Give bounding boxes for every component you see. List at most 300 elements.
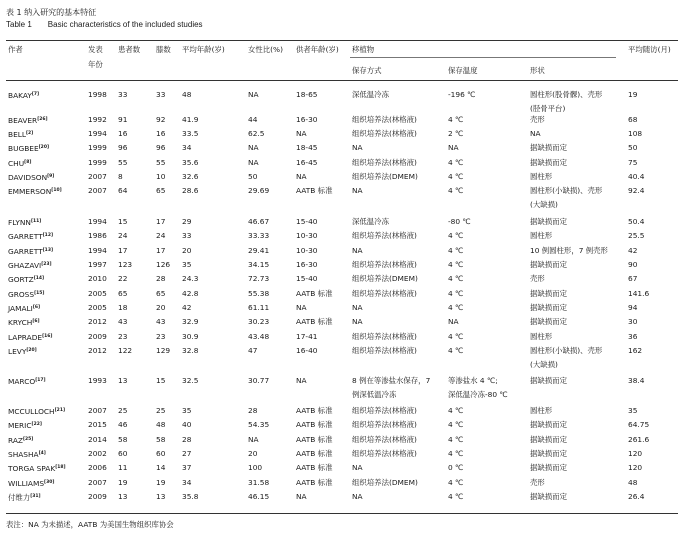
cell-mean-age: 42.8	[182, 289, 199, 298]
cell-mean-age: 42	[182, 303, 192, 312]
cell-author	[8, 303, 40, 314]
cell-followup: 94	[628, 303, 638, 312]
cell-temperature: 4 ℃	[448, 260, 464, 269]
cell-year: 1994	[88, 246, 107, 255]
cell-patients: 15	[118, 217, 128, 226]
header-year-line1: 发表	[88, 45, 103, 54]
cell-female-ratio: NA	[248, 435, 259, 444]
cell-year: 2007	[88, 406, 107, 415]
cell-shape: 据缺损而定	[530, 463, 567, 472]
cell-patients: 43	[118, 317, 128, 326]
cell-temperature: 4 ℃	[448, 478, 464, 487]
cell-year: 2009	[88, 332, 107, 341]
cell-donor-age: NA	[296, 172, 307, 181]
cell-female-ratio: 28	[248, 406, 258, 415]
reference-number: [12]	[42, 233, 54, 238]
cell-shape: 圆柱形(股骨髁)、壳形	[530, 90, 603, 99]
cell-donor-age: AATB 标准	[296, 449, 333, 458]
cell-preservation: NA	[352, 303, 363, 312]
cell-followup: 108	[628, 129, 643, 138]
cell-author	[8, 274, 44, 285]
cell-female-ratio: 54.35	[248, 420, 270, 429]
cell-author	[8, 217, 41, 228]
reference-number: [26]	[37, 117, 48, 122]
cell-year: 1993	[88, 376, 107, 385]
cell-mean-age: 28	[182, 435, 192, 444]
cell-followup: 48	[628, 478, 638, 487]
cell-knees: 129	[156, 346, 171, 355]
cell-temperature: NA	[448, 143, 459, 152]
cell-knees: 28	[156, 274, 166, 283]
cell-knees: 10	[156, 172, 166, 181]
cell-temperature: 0 ℃	[448, 463, 464, 472]
author-name: GROSS	[8, 290, 35, 299]
cell-donor-age: AATB 标准	[296, 435, 333, 444]
top-rule	[6, 40, 678, 41]
cell-followup: 75	[628, 158, 638, 167]
cell-year: 1999	[88, 143, 107, 152]
cell-shape: 圆柱形(小缺损)、壳形	[530, 346, 603, 355]
reference-number: [21]	[54, 408, 66, 413]
cell-year: 2015	[88, 420, 107, 429]
cell-preservation: NA	[352, 463, 363, 472]
cell-followup: 36	[628, 332, 638, 341]
cell-patients: 13	[118, 376, 128, 385]
cell-shape: 据缺损而定	[530, 260, 567, 269]
header-author: 作者	[8, 45, 23, 54]
author-name: JAMALI	[8, 304, 33, 313]
cell-donor-age: AATB 标准	[296, 186, 333, 195]
cell-temperature: 等渗盐水 4 ℃;	[448, 376, 498, 385]
cell-author	[8, 115, 48, 126]
header-donor-age: 供者年龄(岁)	[296, 45, 339, 54]
cell-year: 1994	[88, 129, 107, 138]
cell-patients: 64	[118, 186, 128, 195]
reference-number: [7]	[31, 92, 40, 97]
header-patients: 患者数	[118, 45, 141, 54]
cell-donor-age: 16-45	[296, 158, 318, 167]
author-name: GARRETT	[8, 232, 43, 241]
cell-patients: 25	[118, 406, 128, 415]
cell-year: 2005	[88, 289, 107, 298]
cell-shape: 壳形	[530, 274, 545, 283]
cell-donor-age: 18-65	[296, 90, 318, 99]
cell-shape: 据缺损而定	[530, 449, 567, 458]
cell-patients: 23	[118, 332, 128, 341]
cell-female-ratio: 46.15	[248, 492, 270, 501]
cell-patients: 65	[118, 289, 128, 298]
cell-followup: 64.75	[628, 420, 650, 429]
cell-female-ratio: 55.38	[248, 289, 270, 298]
cell-preservation: 组织培养法(DMEM)	[352, 172, 418, 181]
header-year-line2: 年份	[88, 60, 103, 69]
cell-donor-age: 10-30	[296, 246, 318, 255]
author-name: BELL	[8, 130, 26, 139]
cell-shape: 据缺损而定	[530, 492, 567, 501]
cell-donor-age: AATB 标准	[296, 289, 333, 298]
cell-shape: 壳形	[530, 115, 545, 124]
cell-followup: 35	[628, 406, 638, 415]
cell-patients: 55	[118, 158, 128, 167]
reference-number: [31]	[30, 494, 41, 499]
reference-number: [13]	[42, 248, 54, 253]
cell-preservation: 深低温冷冻	[352, 217, 389, 226]
cell-followup: 25.5	[628, 231, 645, 240]
cell-followup: 19	[628, 90, 638, 99]
bottom-rule	[6, 513, 678, 514]
cell-female-ratio: 31.58	[248, 478, 270, 487]
cell-mean-age: 27	[182, 449, 192, 458]
cell-donor-age: NA	[296, 129, 307, 138]
cell-author	[8, 449, 46, 460]
cell-author	[8, 492, 41, 503]
cell-knees: 14	[156, 463, 166, 472]
author-name: RAZ	[8, 436, 23, 445]
cell-knees: 92	[156, 115, 166, 124]
author-name: BAKAY	[8, 91, 32, 100]
cell-female-ratio: 44	[248, 115, 258, 124]
header-female-ratio: 女性比(%)	[248, 45, 283, 54]
cell-mean-age: 28.6	[182, 186, 199, 195]
author-name: CHU	[8, 159, 25, 168]
cell-year: 1999	[88, 158, 107, 167]
cell-mean-age: 34	[182, 478, 192, 487]
cell-mean-age: 34	[182, 143, 192, 152]
cell-author	[8, 90, 39, 101]
cell-shape: 据缺损而定	[530, 435, 567, 444]
cell-mean-age: 33	[182, 231, 192, 240]
cell-followup: 162	[628, 346, 643, 355]
cell-mean-age: 35.6	[182, 158, 199, 167]
cell-knees: 23	[156, 332, 166, 341]
cell-preservation: 组织培养法(林格液)	[352, 449, 417, 458]
cell-knees: 43	[156, 317, 166, 326]
cell-donor-age: 18-45	[296, 143, 318, 152]
cell-shape: 圆柱形	[530, 172, 553, 181]
cell-temperature: 4 ℃	[448, 231, 464, 240]
cell-preservation: 组织培养法(林格液)	[352, 435, 417, 444]
table-caption-en	[6, 20, 203, 29]
reference-number: [6]	[32, 305, 41, 310]
author-name: WILLIAMS	[8, 479, 45, 488]
cell-knees: 16	[156, 129, 166, 138]
cell-temperature: -196 ℃	[448, 90, 476, 99]
cell-mean-age: 32.5	[182, 376, 199, 385]
cell-shape: 10 例圆柱形，7 例壳形	[530, 246, 608, 255]
cell-knees: 24	[156, 231, 166, 240]
cell-shape: 圆柱形	[530, 406, 553, 415]
reference-number: [23]	[41, 262, 52, 267]
cell-knees: 13	[156, 492, 166, 501]
cell-donor-age: 10-30	[296, 231, 318, 240]
cell-female-ratio: 29.41	[248, 246, 270, 255]
cell-shape: (胫骨平台)	[530, 104, 566, 113]
reference-number: [20]	[26, 348, 37, 353]
cell-patients: 46	[118, 420, 128, 429]
cell-knees: 60	[156, 449, 166, 458]
cell-shape: NA	[530, 129, 541, 138]
cell-temperature: NA	[448, 317, 459, 326]
cell-female-ratio: 100	[248, 463, 263, 472]
cell-preservation: NA	[352, 317, 363, 326]
cell-female-ratio: 20	[248, 449, 258, 458]
cell-female-ratio: 29.69	[248, 186, 270, 195]
cell-preservation: 组织培养法(林格液)	[352, 332, 417, 341]
cell-followup: 38.4	[628, 376, 645, 385]
cell-year: 1998	[88, 90, 107, 99]
table-title: Basic characteristics of the included studies	[47, 20, 203, 29]
cell-followup: 68	[628, 115, 638, 124]
cell-temperature: 4 ℃	[448, 303, 464, 312]
cell-female-ratio: 30.77	[248, 376, 270, 385]
cell-shape: 据缺损而定	[530, 289, 567, 298]
cell-followup: 120	[628, 449, 643, 458]
cell-year: 1994	[88, 217, 107, 226]
cell-donor-age: 17-41	[296, 332, 318, 341]
cell-donor-age: AATB 标准	[296, 406, 333, 415]
cell-donor-age: 16-30	[296, 260, 318, 269]
cell-donor-age: NA	[296, 492, 307, 501]
cell-author	[8, 172, 54, 183]
author-name: MARCO	[8, 377, 36, 386]
cell-shape: (大缺损)	[530, 360, 558, 369]
cell-mean-age: 32.8	[182, 346, 199, 355]
cell-shape: 圆柱形	[530, 231, 553, 240]
cell-knees: 33	[156, 90, 166, 99]
cell-mean-age: 41.9	[182, 115, 199, 124]
cell-preservation: 组织培养法(林格液)	[352, 406, 417, 415]
cell-patients: 60	[118, 449, 128, 458]
author-name: MERIC	[8, 421, 32, 430]
graft-subheader-rule	[350, 57, 616, 58]
cell-followup: 50.4	[628, 217, 645, 226]
table-label: Table 1	[6, 20, 32, 29]
cell-knees: 65	[156, 186, 166, 195]
cell-author	[8, 246, 53, 257]
cell-preservation: 组织培养法(林格液)	[352, 260, 417, 269]
cell-patients: 123	[118, 260, 133, 269]
author-name: FLYNN	[8, 218, 31, 227]
cell-temperature: 4 ℃	[448, 492, 464, 501]
cell-author	[8, 435, 33, 446]
cell-mean-age: 32.6	[182, 172, 199, 181]
cell-knees: 96	[156, 143, 166, 152]
cell-year: 2005	[88, 303, 107, 312]
reference-number: [30]	[44, 480, 55, 485]
cell-donor-age: 15-40	[296, 217, 318, 226]
cell-author	[8, 463, 66, 474]
cell-female-ratio: 30.23	[248, 317, 270, 326]
cell-patients: 122	[118, 346, 133, 355]
header-preservation: 保存方式	[352, 66, 382, 75]
author-name: KRYCH	[8, 318, 33, 327]
cell-followup: 261.6	[628, 435, 650, 444]
author-name: LAPRADE	[8, 333, 43, 342]
cell-knees: 65	[156, 289, 166, 298]
cell-temperature: 4 ℃	[448, 420, 464, 429]
cell-temperature: 4 ℃	[448, 158, 464, 167]
cell-knees: 17	[156, 217, 166, 226]
cell-mean-age: 37	[182, 463, 192, 472]
cell-female-ratio: 50	[248, 172, 258, 181]
cell-author	[8, 376, 46, 387]
cell-preservation: NA	[352, 246, 363, 255]
cell-followup: 26.4	[628, 492, 645, 501]
cell-followup: 90	[628, 260, 638, 269]
cell-patients: 22	[118, 274, 128, 283]
cell-patients: 11	[118, 463, 128, 472]
cell-mean-age: 29	[182, 217, 192, 226]
cell-mean-age: 30.9	[182, 332, 199, 341]
cell-temperature: 4 ℃	[448, 289, 464, 298]
cell-preservation: 例深低温冷冻	[352, 390, 397, 399]
reference-number: [11]	[30, 219, 42, 224]
cell-author	[8, 158, 31, 169]
cell-female-ratio: 61.11	[248, 303, 270, 312]
cell-knees: 126	[156, 260, 171, 269]
reference-number: [16]	[42, 334, 53, 339]
author-name: TORGA SPAK	[8, 464, 56, 473]
cell-preservation: 组织培养法(DMEM)	[352, 274, 418, 283]
cell-shape: 壳形	[530, 478, 545, 487]
cell-followup: 141.6	[628, 289, 650, 298]
cell-preservation: 组织培养法(林格液)	[352, 115, 417, 124]
cell-author	[8, 332, 52, 343]
cell-preservation: 组织培养法(DMEM)	[352, 478, 418, 487]
cell-followup: 120	[628, 463, 643, 472]
cell-temperature: 4 ℃	[448, 406, 464, 415]
cell-temperature: 4 ℃	[448, 186, 464, 195]
header-followup: 平均随访(月)	[628, 45, 671, 54]
cell-female-ratio: 47	[248, 346, 258, 355]
cell-mean-age: 35	[182, 406, 192, 415]
cell-temperature: -80 ℃	[448, 217, 471, 226]
cell-followup: 50	[628, 143, 638, 152]
cell-preservation: NA	[352, 143, 363, 152]
cell-female-ratio: 62.5	[248, 129, 265, 138]
author-name: GORTZ	[8, 275, 34, 284]
cell-shape: 据缺损而定	[530, 420, 567, 429]
cell-temperature: 4 ℃	[448, 332, 464, 341]
cell-knees: 20	[156, 303, 166, 312]
cell-author	[8, 406, 65, 417]
cell-temperature: 深低温冷冻-80 ℃	[448, 390, 508, 399]
cell-mean-age: 35.8	[182, 492, 199, 501]
cell-donor-age: 16-40	[296, 346, 318, 355]
cell-female-ratio: 43.48	[248, 332, 270, 341]
reference-number: [8]	[24, 160, 32, 165]
reference-number: [2]	[25, 131, 34, 136]
cell-mean-age: 40	[182, 420, 192, 429]
cell-mean-age: 32.9	[182, 317, 199, 326]
cell-author	[8, 289, 44, 300]
reference-number: [20]	[38, 145, 50, 150]
cell-donor-age: 15-40	[296, 274, 318, 283]
cell-shape: 据缺损而定	[530, 217, 567, 226]
cell-year: 2006	[88, 463, 107, 472]
reference-number: [15]	[34, 291, 45, 296]
cell-shape: 圆柱形	[530, 332, 553, 341]
cell-year: 2012	[88, 346, 107, 355]
reference-number: [22]	[31, 422, 42, 427]
cell-donor-age: 16-30	[296, 115, 318, 124]
header-mean-age: 平均年龄(岁)	[182, 45, 225, 54]
cell-preservation: 深低温冷冻	[352, 90, 389, 99]
cell-temperature: 4 ℃	[448, 172, 464, 181]
cell-author	[8, 129, 33, 140]
cell-shape: 据缺损而定	[530, 376, 567, 385]
author-name: MCCULLOCH	[8, 407, 55, 416]
cell-patients: 13	[118, 492, 128, 501]
author-name: GHAZAVI	[8, 261, 42, 270]
cell-patients: 8	[118, 172, 123, 181]
cell-author	[8, 346, 37, 357]
reference-number: [14]	[33, 276, 45, 281]
cell-preservation: NA	[352, 186, 363, 195]
cell-year: 2007	[88, 186, 107, 195]
cell-followup: 30	[628, 317, 638, 326]
cell-author	[8, 420, 42, 431]
cell-knees: 17	[156, 246, 166, 255]
cell-donor-age: AATB 标准	[296, 463, 333, 472]
cell-shape: (大缺损)	[530, 200, 558, 209]
cell-preservation: 组织培养法(林格液)	[352, 158, 417, 167]
author-name: GARRETT	[8, 247, 43, 256]
cell-patients: 24	[118, 231, 128, 240]
reference-number: [10]	[51, 188, 62, 193]
cell-knees: 25	[156, 406, 166, 415]
author-name: LEVY	[8, 347, 27, 356]
cell-patients: 18	[118, 303, 128, 312]
cell-donor-age: NA	[296, 376, 307, 385]
cell-female-ratio: 72.73	[248, 274, 270, 283]
cell-patients: 58	[118, 435, 128, 444]
cell-knees: 48	[156, 420, 166, 429]
cell-shape: 圆柱形(小缺损)、壳形	[530, 186, 603, 195]
header-graft: 移植物	[352, 45, 375, 54]
cell-preservation: 组织培养法(林格液)	[352, 231, 417, 240]
cell-year: 2002	[88, 449, 107, 458]
cell-mean-age: 33.5	[182, 129, 199, 138]
cell-patients: 91	[118, 115, 128, 124]
cell-patients: 96	[118, 143, 128, 152]
cell-author	[8, 231, 53, 242]
cell-knees: 55	[156, 158, 166, 167]
cell-knees: 58	[156, 435, 166, 444]
reference-number: [9]	[47, 174, 55, 179]
reference-number: [17]	[35, 378, 46, 383]
cell-preservation: 组织培养法(林格液)	[352, 129, 417, 138]
cell-year: 2009	[88, 492, 107, 501]
cell-year: 1992	[88, 115, 107, 124]
cell-year: 2010	[88, 274, 107, 283]
table-footnote: 表注：NA 为未描述，AATB 为美国生物组织库协会	[6, 520, 174, 529]
cell-year: 2007	[88, 478, 107, 487]
header-shape: 形状	[530, 66, 545, 75]
author-name: BUGBEE	[8, 144, 39, 153]
cell-year: 1997	[88, 260, 107, 269]
cell-author	[8, 317, 40, 328]
cell-temperature: 4 ℃	[448, 449, 464, 458]
author-name: BEAVER	[8, 116, 38, 125]
cell-followup: 92.4	[628, 186, 645, 195]
cell-author	[8, 260, 52, 271]
author-name: SHASHA	[8, 450, 39, 459]
reference-number: [6]	[32, 319, 40, 324]
cell-year: 2007	[88, 172, 107, 181]
cell-donor-age: AATB 标准	[296, 317, 333, 326]
cell-knees: 15	[156, 376, 166, 385]
